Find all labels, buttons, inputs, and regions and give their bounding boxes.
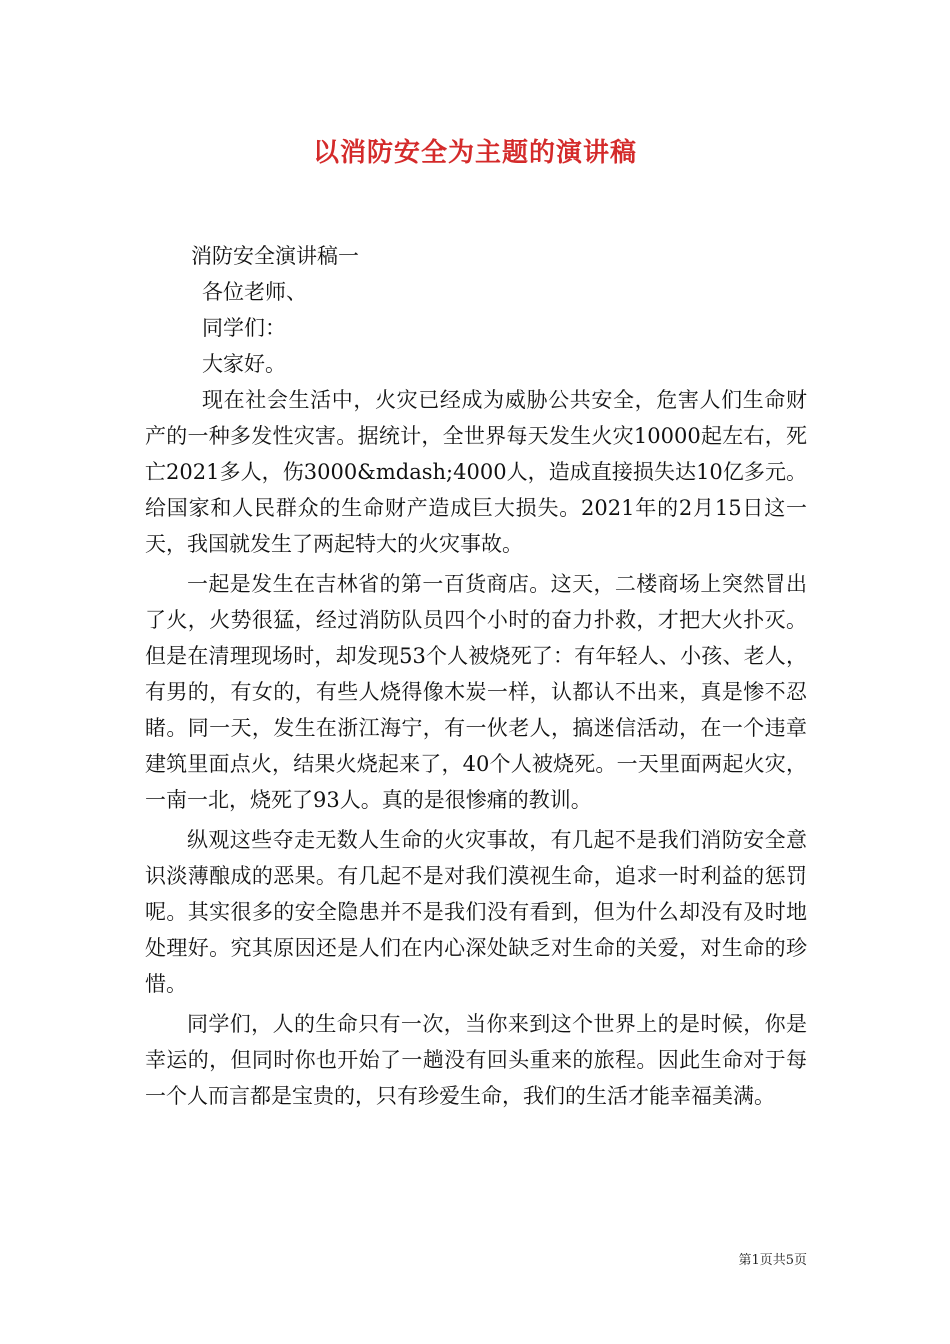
paragraph: 同学们，人的生命只有一次，当你来到这个世界上的是时候，你是幸运的，但同时你也开始了一趟没有回头重来的旅程。因此生命对于每一个人而言都是宝贵的，只有珍爱生命，我们的生活才能幸福美满。 — [145, 1012, 807, 1108]
salutation-teachers: 各位老师、 — [202, 280, 307, 304]
paragraph: 现在社会生活中，火灾已经成为威胁公共安全，危害人们生命财产的一种多发性灾害。据统计，全世界每天发生火灾10000起左右，死亡2021多人，伤3000&mdash;4000人，造成直接损失达10亿多元。给国家和人民群众的生命财产造成巨大损失。2021年的2月15日这一天，我国就发生了两起特大的火灾事故。 — [145, 388, 807, 556]
page-number: 第1页共5页 — [738, 1253, 807, 1268]
paragraph: 纵观这些夺走无数人生命的火灾事故，有几起不是我们消防安全意识淡薄酿成的恶果。有几起不是对我们漠视生命，追求一时利益的惩罚呢。其实很多的安全隐患并不是我们没有看到，但为什么却没有及时地处理好。究其原因还是人们在内心深处缺乏对生命的关爱，对生命的珍惜。 — [145, 828, 807, 996]
greeting: 大家好。 — [202, 352, 286, 376]
section-heading: 消防安全演讲稿一 — [191, 244, 359, 268]
document-body — [145, 238, 807, 1114]
salutation-students: 同学们： — [202, 316, 286, 340]
document-title: 以消防安全为主题的演讲稿 — [312, 138, 637, 168]
paragraph: 一起是发生在吉林省的第一百货商店。这天，二楼商场上突然冒出了火，火势很猛，经过消防队员四个小时的奋力扑救，才把大火扑灭。但是在清理现场时，却发现53个人被烧死了：有年轻人、小孩、老人，有男的，有女的，有些人烧得像木炭一样，认都认不出来，真是惨不忍睹。同一天，发生在浙江海宁，有一伙老人，搞迷信活动，在一个违章建筑里面点火，结果火烧起来了，40个人被烧死。一天里面两起火灾，一南一北，烧死了93人。真的是很惨痛的教训。 — [145, 572, 807, 812]
